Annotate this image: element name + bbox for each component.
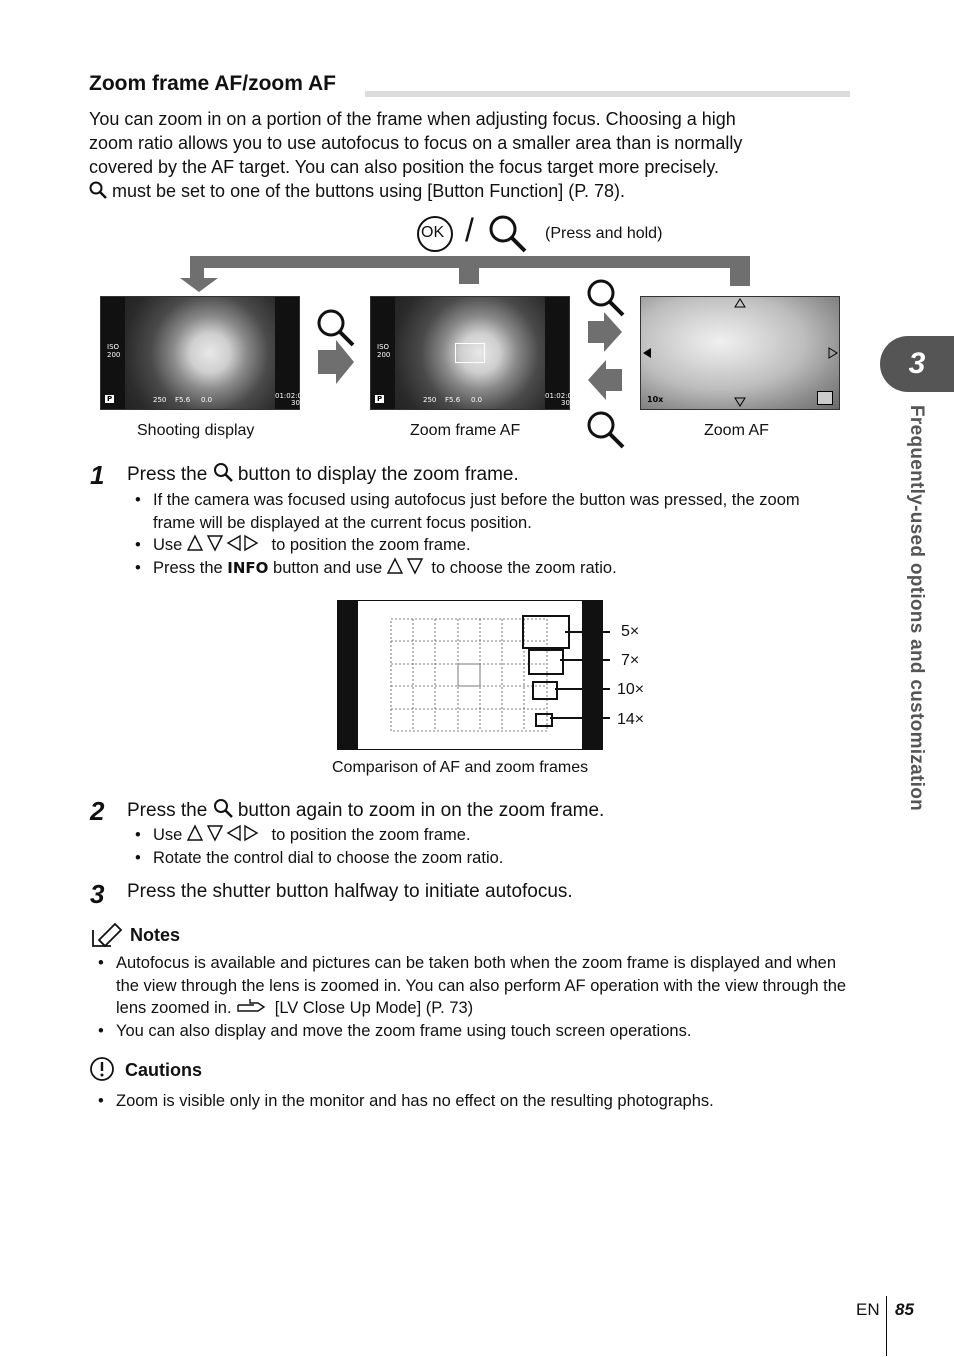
cautions-list bbox=[90, 1090, 850, 1113]
step-text: Press the button to display the zoom frame. bbox=[127, 464, 519, 485]
right-arrow-icon bbox=[588, 312, 622, 352]
list-item: • Rotate the control dial to choose the zoom ratio. bbox=[127, 847, 837, 870]
label-7x: 7× bbox=[621, 652, 640, 669]
step-number: 3 bbox=[90, 879, 105, 909]
chapter-title-vertical: Frequently-used options and customization bbox=[906, 405, 927, 812]
position-indicator bbox=[817, 391, 833, 405]
step-2-bullets bbox=[127, 824, 837, 869]
zoom-frame-af-screen: ISO 200 P 250 F5.6 0.0 01:02:03 30 bbox=[370, 296, 570, 410]
magnify-icon bbox=[586, 410, 626, 450]
label-10x: 10× bbox=[617, 681, 645, 698]
intro-line: must be set to one of the buttons using [Button Function] (P. 78). bbox=[89, 179, 829, 203]
title-rule bbox=[365, 91, 850, 97]
magnify-icon bbox=[213, 462, 233, 482]
left-triangle-icon bbox=[643, 348, 651, 358]
cautions-title: Cautions bbox=[125, 1060, 203, 1080]
zoom-frame bbox=[455, 343, 485, 363]
up-triangle-icon bbox=[735, 299, 745, 307]
step-1-bullets bbox=[127, 489, 837, 579]
list-item: • You can also display and move the zoom frame using touch screen operations. bbox=[90, 1020, 850, 1043]
ok-button-icon: OK bbox=[416, 215, 454, 258]
list-item: • Zoom is visible only in the monitor and has no effect on the resulting photographs. bbox=[90, 1090, 850, 1113]
right-arrow-icon bbox=[318, 340, 354, 384]
frames-caption: Comparison of AF and zoom frames bbox=[332, 759, 589, 776]
magnify-icon bbox=[89, 181, 107, 199]
info-button-label: INFO bbox=[227, 558, 269, 577]
intro-line: You can zoom in on a portion of the frame when adjusting focus. Choosing a high bbox=[89, 109, 736, 129]
list-item: • Use to position the zoom frame. bbox=[127, 534, 837, 557]
list-item: • Autofocus is available and pictures can be taken both when the zoom frame is displayed and when the view through the lens is zoomed in. You can also perform AF operation with the view through the lens zoomed in. [LV Close Up Mode] (P. 73) bbox=[90, 952, 850, 1020]
label-5x: 5× bbox=[621, 623, 640, 640]
list-item: • If the camera was focused using autofocus just before the button was pressed, the zoom frame will be displayed at the current focus position. bbox=[127, 489, 837, 534]
intro-line: zoom ratio allows you to use autofocus to focus on a smaller area than is normally bbox=[89, 133, 743, 153]
flow-bracket bbox=[180, 254, 755, 294]
notes-pencil-icon bbox=[91, 922, 123, 948]
step-text: Press the shutter button halfway to initiate autofocus. bbox=[127, 881, 573, 902]
zoom-level: 10x bbox=[647, 395, 664, 404]
caution-icon bbox=[89, 1056, 115, 1082]
frame-leader-lines bbox=[540, 620, 615, 730]
down-triangle-icon bbox=[735, 398, 745, 406]
step-text: Press the button again to zoom in on the zoom frame. bbox=[127, 800, 605, 821]
label-14x: 14× bbox=[617, 711, 645, 728]
slash: / bbox=[465, 212, 474, 248]
language-label: EN bbox=[856, 1300, 880, 1319]
notes-title: Notes bbox=[130, 925, 181, 945]
section-title: Zoom frame AF/zoom AF bbox=[89, 72, 336, 95]
intro-paragraph bbox=[89, 107, 829, 203]
footer-rule bbox=[886, 1296, 887, 1356]
arrow-pad-icon bbox=[187, 824, 267, 842]
press-hold-label: (Press and hold) bbox=[545, 225, 663, 242]
shooting-display-screen: ISO 200 P 250 F5.6 0.0 01:02:03 30 bbox=[100, 296, 300, 410]
arrow-pad-icon bbox=[187, 534, 267, 552]
left-arrow-icon bbox=[588, 360, 622, 400]
notes-list bbox=[90, 952, 850, 1042]
magnify-icon bbox=[488, 214, 528, 254]
caption-zoom-af: Zoom AF bbox=[704, 422, 769, 439]
magnify-icon bbox=[213, 798, 233, 818]
list-item: • Use to position the zoom frame. bbox=[127, 824, 837, 847]
right-triangle-icon bbox=[829, 348, 837, 358]
zoom-af-screen bbox=[640, 296, 840, 410]
chapter-tab: 3 bbox=[880, 336, 954, 392]
caption-zoom-frame-af: Zoom frame AF bbox=[410, 422, 521, 439]
up-down-icon bbox=[387, 557, 427, 575]
step-number: 2 bbox=[90, 796, 105, 826]
reference-hand-icon bbox=[236, 997, 270, 1015]
caption-shooting-display: Shooting display bbox=[137, 422, 255, 439]
list-item: • Press the INFO button and use to choose the zoom ratio. bbox=[127, 557, 837, 580]
page-number: 85 bbox=[895, 1300, 914, 1319]
mode-badge: P bbox=[107, 395, 113, 403]
step-number: 1 bbox=[90, 460, 105, 490]
intro-line: covered by the AF target. You can also position the focus target more precisely. bbox=[89, 157, 720, 177]
